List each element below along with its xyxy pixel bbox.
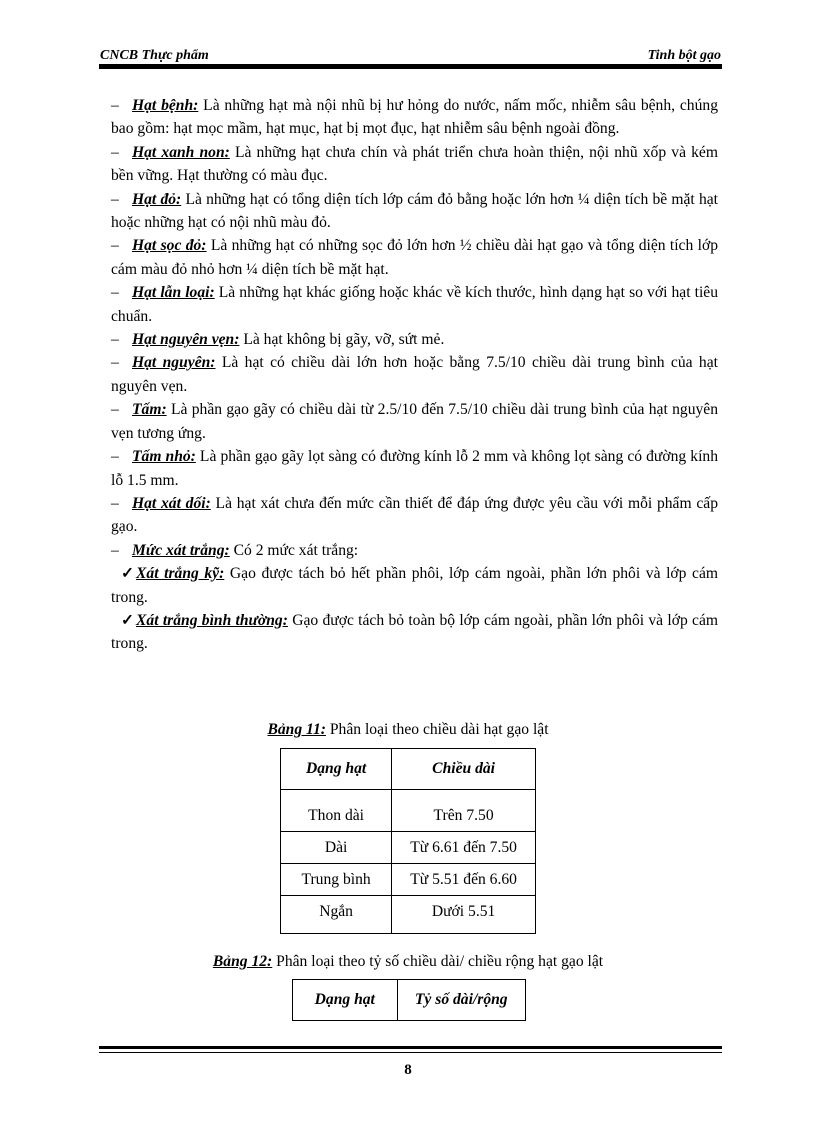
- table-cell: Trên 7.50: [392, 790, 536, 832]
- table-cell: Ngắn: [281, 896, 392, 934]
- table-11-caption: Bảng 11: Phân loại theo chiều dài hạt gạo lật: [267, 721, 549, 738]
- term: Hạt xanh non:: [132, 143, 230, 161]
- table-cell: Từ 6.61 đến 7.50: [392, 832, 536, 864]
- table-header-cell: Chiều dài: [392, 749, 536, 790]
- definition-hat-lan-loai: – Hạt lẫn loại: Là những hạt khác giống hoặc khác về kích thước, hình dạng hạt so với hạt tiêu chuẩn.: [111, 284, 719, 325]
- term: Hạt nguyên vẹn:: [132, 331, 240, 349]
- checkmark-icon: ✓: [121, 611, 135, 629]
- checkmark-icon: ✓: [121, 565, 135, 583]
- page-header: [100, 48, 721, 62]
- table-header-row: [293, 980, 526, 1021]
- header-right-title: Tinh bột gạo: [647, 48, 721, 63]
- definition-hat-xanh-non: – Hạt xanh non: Là những hạt chưa chín và phát triển chưa hoàn thiện, nội nhũ xốp và kém bền vững. Hạt thường có màu đục.: [111, 143, 718, 185]
- term: Xát trắng bình thường:: [136, 611, 288, 629]
- table-12: [292, 979, 526, 1021]
- table-row: [281, 864, 536, 896]
- definition-hat-soc-do: – Hạt sọc đỏ: Là những hạt có những sọc đỏ lớn hơn ½ chiều dài hạt gạo và tổng diện tích lớp cám màu đỏ nhỏ hơn ¼ diện tích bề mặt hạt.: [111, 237, 718, 278]
- definition-hat-nguyen-ven: – Hạt nguyên vẹn: Là hạt không bị gãy, vỡ, sứt mẻ.: [111, 331, 445, 349]
- table-row: [281, 832, 536, 864]
- term: Hạt đỏ:: [132, 190, 182, 208]
- term: Mức xát trắng:: [132, 541, 230, 559]
- table-header-row: [281, 749, 536, 790]
- body-content: [111, 94, 718, 656]
- table-cell: Trung bình: [281, 864, 392, 896]
- table-header-cell: Tỷ số dài/rộng: [397, 980, 525, 1021]
- table-cell: Dưới 5.51: [392, 896, 536, 934]
- term: Hạt nguyên:: [132, 354, 216, 372]
- sub-item-xat-trang-ky: ✓ Xát trắng kỹ: Gạo được tách bỏ hết phần phôi, lớp cám ngoài, phần lớn phôi và lớp cám trong.: [111, 562, 718, 609]
- table-cell: Thon dài: [281, 790, 392, 832]
- term: Hạt lẫn loại:: [132, 284, 215, 302]
- definition-tam: – Tấm: Là phần gạo gãy có chiều dài từ 2.5/10 đến 7.5/10 chiều dài trung bình của hạt nguyên vẹn tương ứng.: [111, 401, 718, 442]
- term: Hạt bệnh:: [132, 97, 199, 114]
- definition-hat-nguyen: – Hạt nguyên: Là hạt có chiều dài lớn hơn hoặc bằng 7.5/10 chiều dài trung bình của hạt nguyên vẹn.: [111, 354, 718, 395]
- term: Hạt sọc đỏ:: [132, 237, 207, 255]
- term: Tấm nhỏ:: [132, 448, 196, 466]
- table-header-cell: Dạng hạt: [281, 749, 392, 790]
- table-cell: Dài: [281, 832, 392, 864]
- table-cell: Từ 5.51 đến 6.60: [392, 864, 536, 896]
- definition-muc-xat-trang: – Mức xát trắng: Có 2 mức xát trắng:: [111, 541, 359, 559]
- table-row: [281, 896, 536, 934]
- footer-rule: [99, 1046, 722, 1049]
- definition-hat-do: – Hạt đỏ: Là những hạt có tổng diện tích lớp cám đỏ bằng hoặc lớn hơn ¼ diện tích bề mặt hạt hoặc những hạt có nội nhũ màu đỏ.: [111, 190, 718, 232]
- term: Xát trắng kỹ:: [136, 565, 225, 583]
- header-left-title: CNCB Thực phẩm: [100, 48, 209, 63]
- table-row: [281, 790, 536, 832]
- term: Hạt xát dối:: [132, 494, 211, 512]
- term: Tấm:: [132, 401, 167, 419]
- page-number: 8: [404, 1062, 412, 1078]
- table-12-caption: Bảng 12: Phân loại theo tỷ số chiều dài/ chiều rộng hạt gạo lật: [212, 953, 604, 970]
- table-header-cell: Dạng hạt: [293, 980, 398, 1021]
- sub-list: [111, 562, 718, 656]
- table-11: [280, 748, 536, 934]
- header-rule: [99, 64, 722, 69]
- sub-item-xat-trang-binh-thuong: ✓ Xát trắng bình thường: Gạo được tách bỏ toàn bộ lớp cám ngoài, phần lớn phôi và lớp cám trong.: [111, 609, 718, 656]
- definition-tam-nho: – Tấm nhỏ: Là phần gạo gãy lọt sàng có đường kính lỗ 2 mm và không lọt sàng có đường kính lỗ 1.5 mm.: [111, 448, 718, 489]
- definition-hat-benh: – Hạt bệnh: Là những hạt mà nội nhũ bị hư hỏng do nước, nấm mốc, nhiễm sâu bệnh, chúng bao gồm: hạt mọc mầm, hạt mục, hạt bị mọt đục, hạt nhiễm sâu bệnh ngoài đồng.: [111, 97, 718, 138]
- footer-rule-thin: [99, 1052, 722, 1053]
- definition-hat-xat-doi: – Hạt xát dối: Là hạt xát chưa đến mức cần thiết để đáp ứng được yêu cầu với mỗi phẩm cấp gạo.: [111, 494, 718, 536]
